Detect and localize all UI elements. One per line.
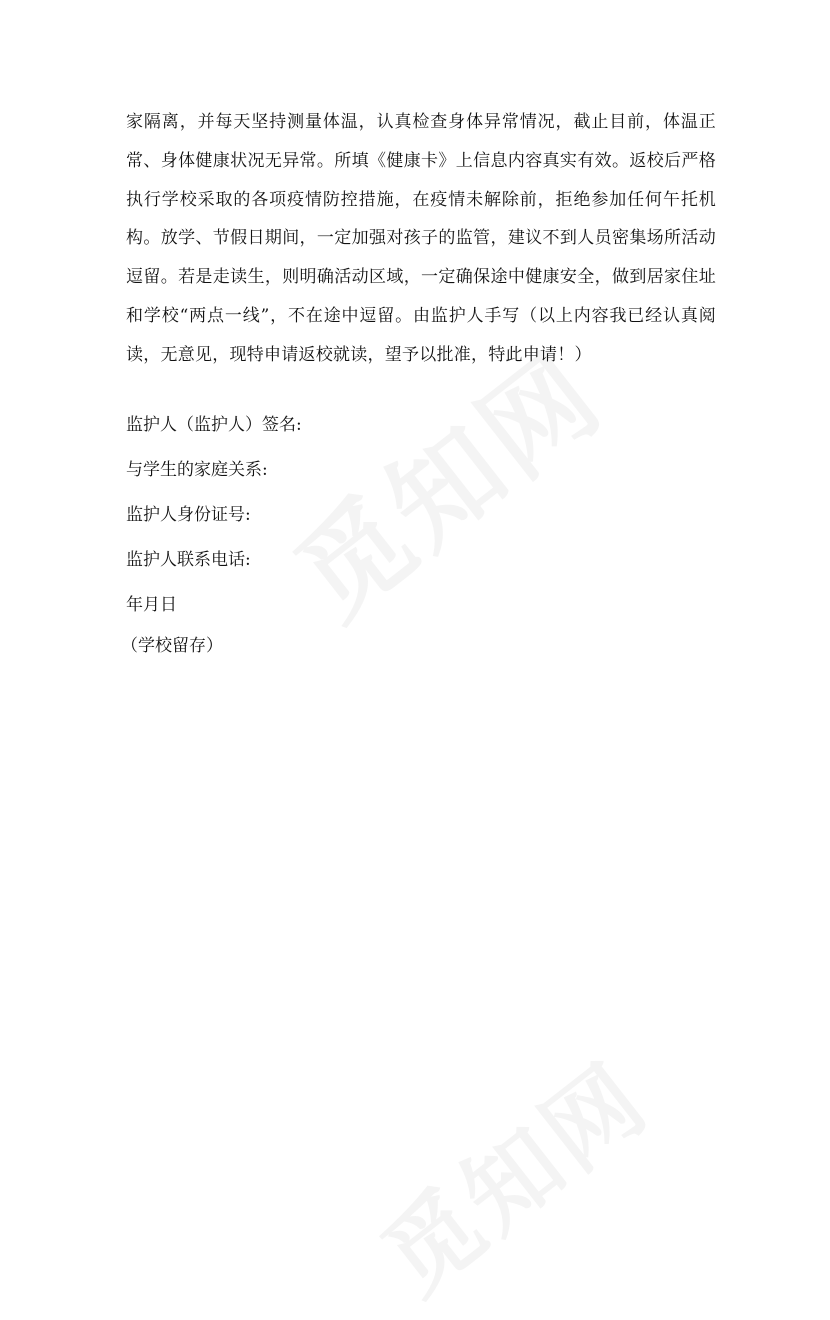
school-copy-note: （学校留存） <box>121 636 223 656</box>
body-paragraph: 家隔离，并每天坚持测量体温，认真检查身体异常情况，截止目前，体温正常、身体健康状况无异常。所填《健康卡》上信息内容真实有效。返校后严格执行学校采取的各项疫情防控措施，在疫情未解除前，拒绝参加任何午托机构。放学、节假日期间，一定加强对孩子的监管，建议不到人员密集场所活动逗留。若是走读生，则明确活动区域，一定确保途中健康安全，做到居家住址和学校“两点一线”，不在途中逗留。由监护人手写（以上内容我已经认真阅读，无意见，现特申请返校就读，望予以批准，特此申请！） <box>126 112 716 365</box>
guardian-phone-field: 监护人联系电话: <box>126 550 251 570</box>
date-field: 年月日 <box>126 595 177 615</box>
watermark-logo-bottom <box>350 1026 673 1320</box>
relationship-field: 与学生的家庭关系: <box>126 460 268 480</box>
guardian-id-field: 监护人身份证号: <box>126 505 251 525</box>
guardian-signature-field: 监护人（监护人）签名: <box>126 415 302 435</box>
